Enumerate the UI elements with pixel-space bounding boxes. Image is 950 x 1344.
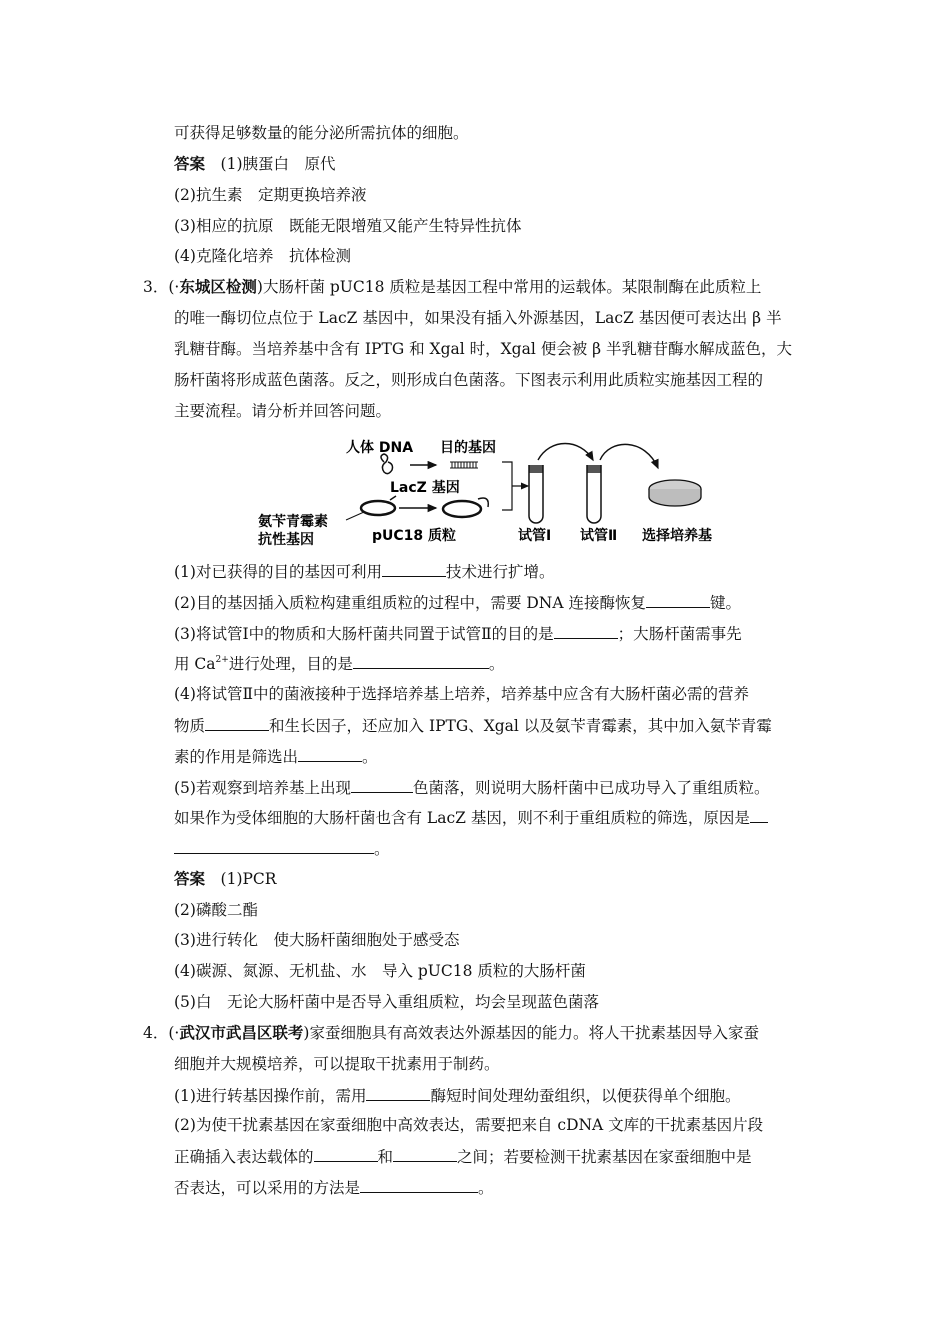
- q3-sub-1: [174, 560, 554, 583]
- q3-sub-4-line-2: [174, 714, 772, 737]
- q3-sub-5-text-end: 色菌落，则说明大肠杆菌中已成功导入了重组质粒。: [412, 779, 770, 797]
- q3-sub-3-text-3: 进行处理，目的是: [228, 655, 353, 673]
- q4-sub-2-line-1: (2)为使干扰素基因在家蚕细胞中高效表达，需要把来自 cDNA 文库的干扰素基因片段: [174, 1116, 764, 1134]
- question-3-stem-line-3: 乳糖苷酶。当培养基中含有 IPTG 和 Xgal 时，Xgal 便会被 β 半乳糖苷酶水解成蓝色，大: [174, 340, 793, 358]
- q3-sub-2: [174, 591, 741, 614]
- answer-blank[interactable]: [360, 1176, 478, 1193]
- source-close: ): [256, 278, 263, 296]
- merge-bracket: [502, 462, 524, 510]
- q3-answer-3: (3)进行转化 使大肠杆菌细胞处于感受态: [174, 931, 460, 949]
- q3-sub-4-text-end-3: 。: [362, 748, 378, 766]
- q3-sub-4-text: 物质: [174, 717, 206, 735]
- recombinant-plasmid-icon: [443, 501, 481, 517]
- q3-answer-line-1: [174, 868, 276, 890]
- source-open: (·: [168, 278, 180, 296]
- target-gene-fragment-icon: [450, 462, 478, 468]
- question-3-stem-line-1: [143, 276, 761, 298]
- answer-blank[interactable]: [351, 776, 413, 793]
- question-3-stem-line-2: 的唯一酶切位点位于 LacZ 基因中，如果没有插入外源基因，LacZ 基因便可表达出 β 半: [174, 309, 782, 327]
- q3-sub-5-line-1: [174, 776, 769, 799]
- answer-blank[interactable]: [393, 1145, 457, 1162]
- q3-sub-5-text: (5)若观察到培养基上出现: [174, 779, 351, 797]
- pUC18-plasmid-label: pUC18 质粒: [372, 528, 457, 544]
- q3-sub-5-text-end: 。: [374, 840, 390, 858]
- arrow-tube2-to-medium: [600, 444, 658, 468]
- answer-label: 答案: [174, 154, 206, 173]
- q3-sub-2-text-end: 键。: [710, 594, 742, 612]
- q4-sub-2-text-3: 否表达，可以采用的方法是: [174, 1179, 361, 1197]
- q3-sub-4-line-1: (4)将试管Ⅱ中的菌液接种于选择培养基上培养，培养基中应含有大肠杆菌必需的营养: [174, 685, 749, 703]
- plasmid-cut-arrow-icon: [390, 496, 396, 500]
- q4-sub-2-line-2: [174, 1145, 752, 1168]
- lacz-gene-label: LacZ 基因: [390, 480, 460, 496]
- q3-sub-5-line-2: [174, 806, 768, 829]
- q2-answer-1: (1)胰蛋白 原代: [220, 155, 336, 173]
- pUC18-plasmid-icon: [361, 501, 395, 515]
- answer-blank[interactable]: [314, 1145, 378, 1162]
- answer-blank[interactable]: [353, 652, 489, 669]
- q3-sub-4-text-end: 和生长因子，还应加入 IPTG、Xgal 以及氨苄青霉素，其中加入氨苄青霉: [269, 717, 772, 735]
- q3-sub-3-line-2: [174, 652, 504, 675]
- q3-answer-2: (2)磷酸二酯: [174, 901, 258, 919]
- q4-sub-2-text-end-3: 。: [478, 1179, 494, 1197]
- human-dna-label: 人体 DNA: [346, 440, 414, 456]
- q4-sub-2-text-end: 之间；若要检测干扰素基因在家蚕细胞中是: [457, 1148, 752, 1166]
- q3-answer-5: (5)白 无论大肠杆菌中是否导入重组质粒，均会呈现蓝色菌落: [174, 993, 599, 1011]
- q3-sub-3-text-end: ；大肠杆菌需事先: [617, 625, 742, 643]
- question-4-stem-line-1: [143, 1022, 759, 1044]
- stem-text: 大肠杆菌 pUC18 质粒是基因工程中常用的运载体。某限制酶在此质粒上: [262, 278, 762, 296]
- q4-sub-1-text-end: 酶短时间处理幼蚕组织，以便获得单个细胞。: [430, 1087, 741, 1105]
- test-tube-1-icon: [529, 465, 543, 523]
- q3-sub-2-text: (2)目的基因插入质粒构建重组质粒的过程中，需要 DNA 连接酶恢复: [174, 594, 646, 612]
- answer-blank[interactable]: [750, 806, 768, 823]
- q4-sub-1: [174, 1084, 740, 1107]
- q2-answer-line-1: [174, 153, 336, 175]
- stem-text: 家蚕细胞具有高效表达外源基因的能力。将人干扰素基因导入家蚕: [309, 1024, 759, 1042]
- answer-blank[interactable]: [646, 591, 710, 608]
- source-close: ): [303, 1024, 310, 1042]
- q4-sub-2-text-mid: 和: [377, 1148, 394, 1166]
- resistance-label-line-1: 氨苄青霉素: [258, 514, 328, 530]
- q3-sub-3-line-1: [174, 622, 742, 645]
- target-gene-label: 目的基因: [440, 440, 496, 456]
- question-number: 3．: [143, 278, 169, 296]
- q3-sub-5-line-3: [174, 837, 390, 860]
- source-open: (·: [168, 1024, 180, 1042]
- q3-sub-5-text-2: 如果作为受体细胞的大肠杆菌也含有 LacZ 基因，则不利于重组质粒的筛选，原因是: [174, 809, 750, 827]
- answer-blank[interactable]: [366, 1084, 430, 1101]
- answer-blank[interactable]: [205, 714, 269, 731]
- question-number: 4．: [143, 1024, 169, 1042]
- dna-coil-icon: [381, 454, 393, 474]
- q2-answer-3: (3)相应的抗原 既能无限增殖又能产生特异性抗体: [174, 217, 522, 235]
- question-4-stem-line-2: 细胞并大规模培养，可以提取干扰素用于制药。: [174, 1055, 500, 1073]
- culture-dish-icon: [649, 480, 701, 506]
- question-3-stem-line-4: 肠杆菌将形成蓝色菌落。反之，则形成白色菌落。下图表示利用此质粒实施基因工程的: [174, 371, 764, 389]
- answer-label: 答案: [174, 869, 206, 888]
- q3-sub-3-text-2: 用 Ca: [174, 655, 216, 673]
- q3-sub-3-text-end-2: 。: [488, 655, 505, 673]
- intro-tail: 可获得足够数量的能分泌所需抗体的细胞。: [174, 124, 469, 142]
- test-tube-2-icon: [587, 465, 601, 523]
- q4-sub-1-text: (1)进行转基因操作前，需用: [174, 1087, 367, 1105]
- q3-sub-1-text: (1)对已获得的目的基因可利用: [174, 563, 382, 581]
- q4-sub-2-line-3: [174, 1176, 494, 1199]
- q2-answer-4: (4)克隆化培养 抗体检测: [174, 247, 351, 265]
- q3-answer-4: (4)碳源、氮源、无机盐、水 导入 pUC18 质粒的大肠杆菌: [174, 962, 586, 980]
- answer-blank[interactable]: [554, 622, 618, 639]
- question-source: 武汉市武昌区联考: [179, 1023, 304, 1042]
- resistance-pointer-line: [346, 512, 364, 520]
- q3-sub-4-line-3: [174, 745, 378, 768]
- answer-blank[interactable]: [174, 837, 374, 854]
- q3-sub-1-text-end: 技术进行扩增。: [445, 563, 555, 581]
- q3-sub-3-text: (3)将试管Ⅰ中的物质和大肠杆菌共同置于试管Ⅱ的目的是: [174, 625, 554, 643]
- q2-answer-2: (2)抗生素 定期更换培养液: [174, 186, 367, 204]
- genetic-engineering-flow-diagram: [250, 432, 730, 552]
- medium-label: 选择培养基: [642, 528, 712, 544]
- tube-2-label: 试管Ⅱ: [580, 528, 618, 544]
- q3-sub-4-text-3: 素的作用是筛选出: [174, 748, 299, 766]
- question-source: 东城区检测: [179, 277, 257, 296]
- q3-answer-1: (1)PCR: [220, 870, 277, 888]
- tube-1-label: 试管Ⅰ: [518, 528, 552, 544]
- arrow-tube1-to-tube2: [538, 444, 593, 461]
- superscript-charge: 2+: [215, 655, 229, 665]
- answer-blank[interactable]: [382, 560, 446, 577]
- q4-sub-2-text: 正确插入表达载体的: [174, 1148, 314, 1166]
- resistance-label-line-2: 抗性基因: [258, 532, 314, 548]
- question-3-stem-line-5: 主要流程。请分析并回答问题。: [174, 402, 392, 420]
- answer-blank[interactable]: [298, 745, 362, 762]
